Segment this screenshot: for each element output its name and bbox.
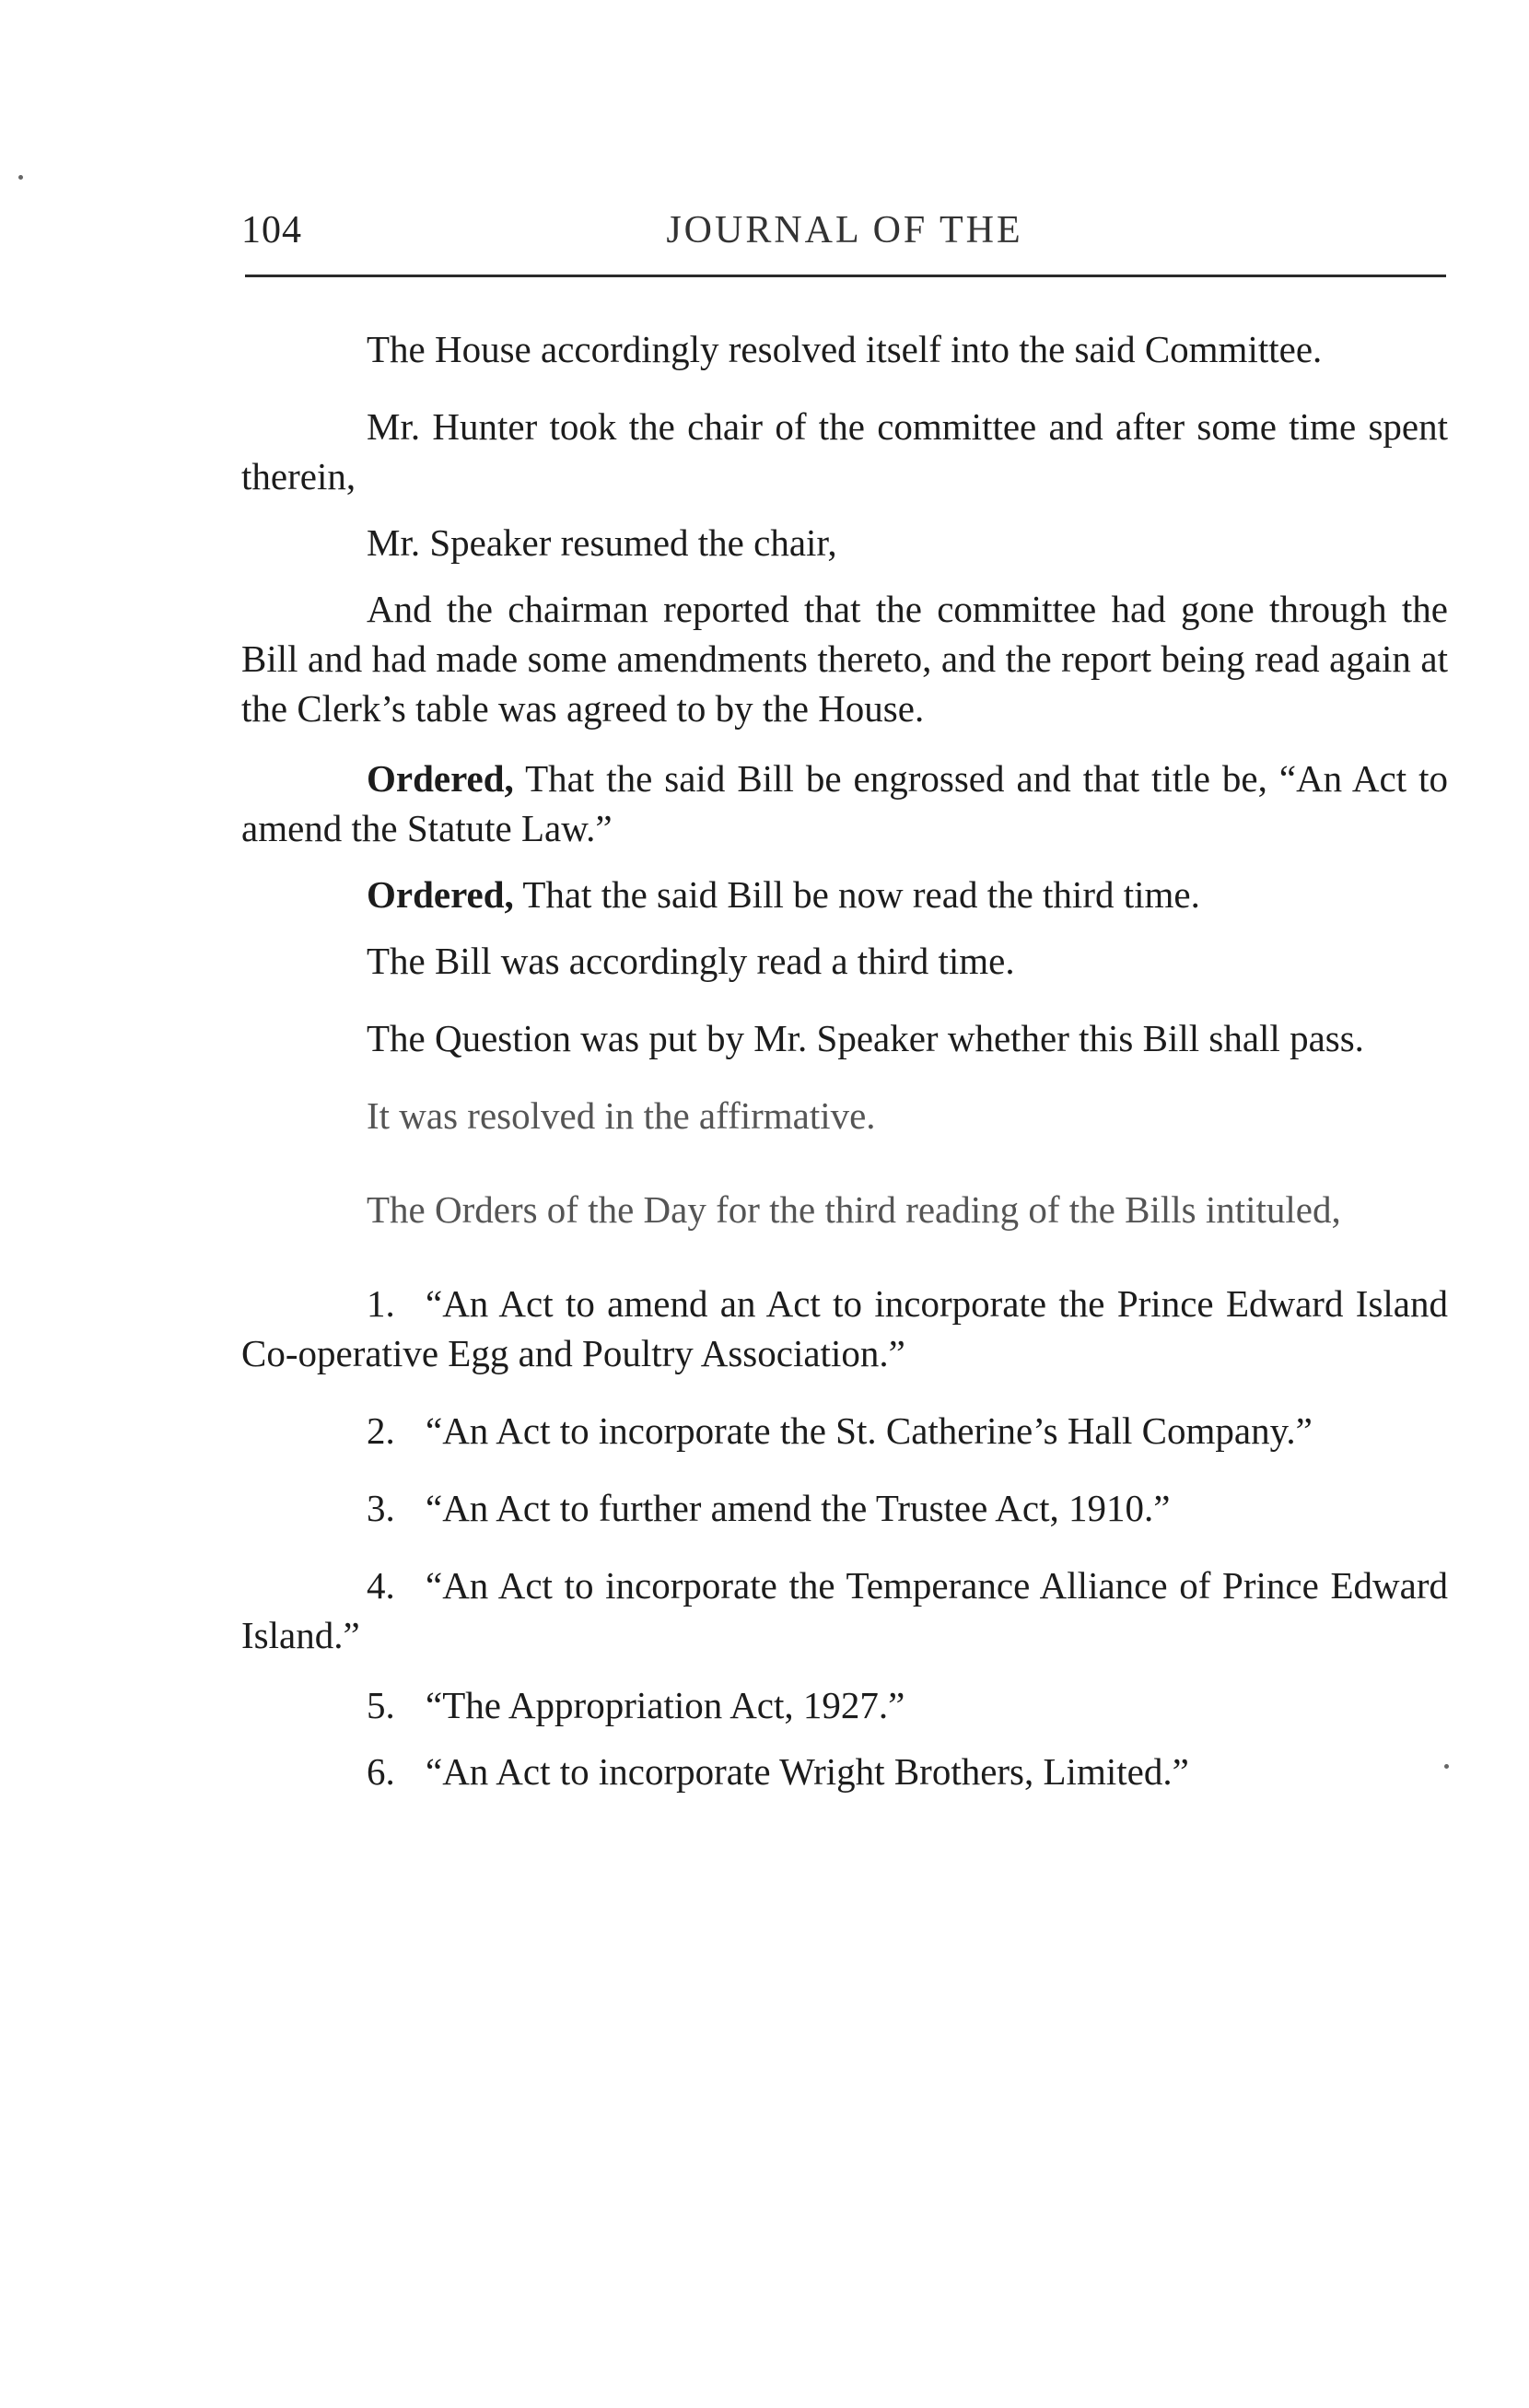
ordered-engrossed-text: That the said Bill be engrossed and that title be, “An Act to amend the Statute Law.” bbox=[241, 757, 1448, 849]
paragraph-ordered-engrossed bbox=[241, 754, 1448, 853]
paragraph-ordered-third-time bbox=[241, 870, 1448, 919]
ordered-label: Ordered, bbox=[367, 873, 514, 916]
bill-number: 6. bbox=[367, 1750, 395, 1793]
bill-title: “An Act to further amend the Trustee Act, 1910.” bbox=[426, 1487, 1171, 1529]
paragraph-orders-of-day: The Orders of the Day for the third reading of the Bills intituled, bbox=[367, 1188, 1341, 1231]
bill-number: 1. bbox=[367, 1282, 395, 1325]
bill-title: “An Act to amend an Act to incorporate the Prince Edward Island Co-operative Egg and Poultry Association.” bbox=[241, 1282, 1448, 1374]
journal-page bbox=[241, 0, 1448, 2408]
journal-title: JOURNAL OF THE bbox=[666, 209, 1023, 251]
bill-item bbox=[241, 1680, 1448, 1730]
ordered-third-time-text: That the said Bill be now read the third time. bbox=[522, 873, 1200, 916]
bill-item bbox=[241, 1483, 1448, 1533]
bill-title: “An Act to incorporate the Temperance Alliance of Prince Edward Island.” bbox=[241, 1564, 1448, 1656]
paragraph-read-third: The Bill was accordingly read a third time. bbox=[367, 940, 1015, 982]
bill-number: 5. bbox=[367, 1684, 395, 1726]
running-head bbox=[241, 201, 1448, 265]
bill-item bbox=[241, 1561, 1448, 1660]
bill-item bbox=[241, 1279, 1448, 1378]
page-number: 104 bbox=[241, 209, 302, 251]
bill-number: 4. bbox=[367, 1564, 395, 1607]
bill-title: “An Act to incorporate Wright Brothers, Limited.” bbox=[426, 1750, 1189, 1793]
paragraph-chair: Mr. Hunter took the chair of the committee and after some time spent therein, bbox=[241, 405, 1448, 497]
paragraph-committee: The House accordingly resolved itself into the said Committee. bbox=[367, 328, 1323, 370]
scan-speck bbox=[1444, 1764, 1449, 1769]
bill-item bbox=[241, 1747, 1448, 1796]
bill-number: 3. bbox=[367, 1487, 395, 1529]
ordered-label: Ordered, bbox=[367, 757, 514, 800]
paragraph-report: And the chairman reported that the committee had gone through the Bill and had made some amendments thereto, and the report being read again at the Clerk’s table was agreed to by the House. bbox=[241, 588, 1448, 730]
paragraph-resolved: It was resolved in the affirmative. bbox=[367, 1094, 876, 1137]
journal-body bbox=[241, 324, 1448, 1796]
bill-title: “The Appropriation Act, 1927.” bbox=[426, 1684, 905, 1726]
paragraph-question: The Question was put by Mr. Speaker whether this Bill shall pass. bbox=[367, 1017, 1364, 1059]
bill-title: “An Act to incorporate the St. Catherine’s Hall Company.” bbox=[426, 1409, 1313, 1452]
bill-item bbox=[241, 1406, 1448, 1455]
paragraph-speaker: Mr. Speaker resumed the chair, bbox=[367, 521, 837, 564]
header-rule bbox=[245, 275, 1446, 277]
scan-speck bbox=[18, 175, 23, 180]
bill-number: 2. bbox=[367, 1409, 395, 1452]
